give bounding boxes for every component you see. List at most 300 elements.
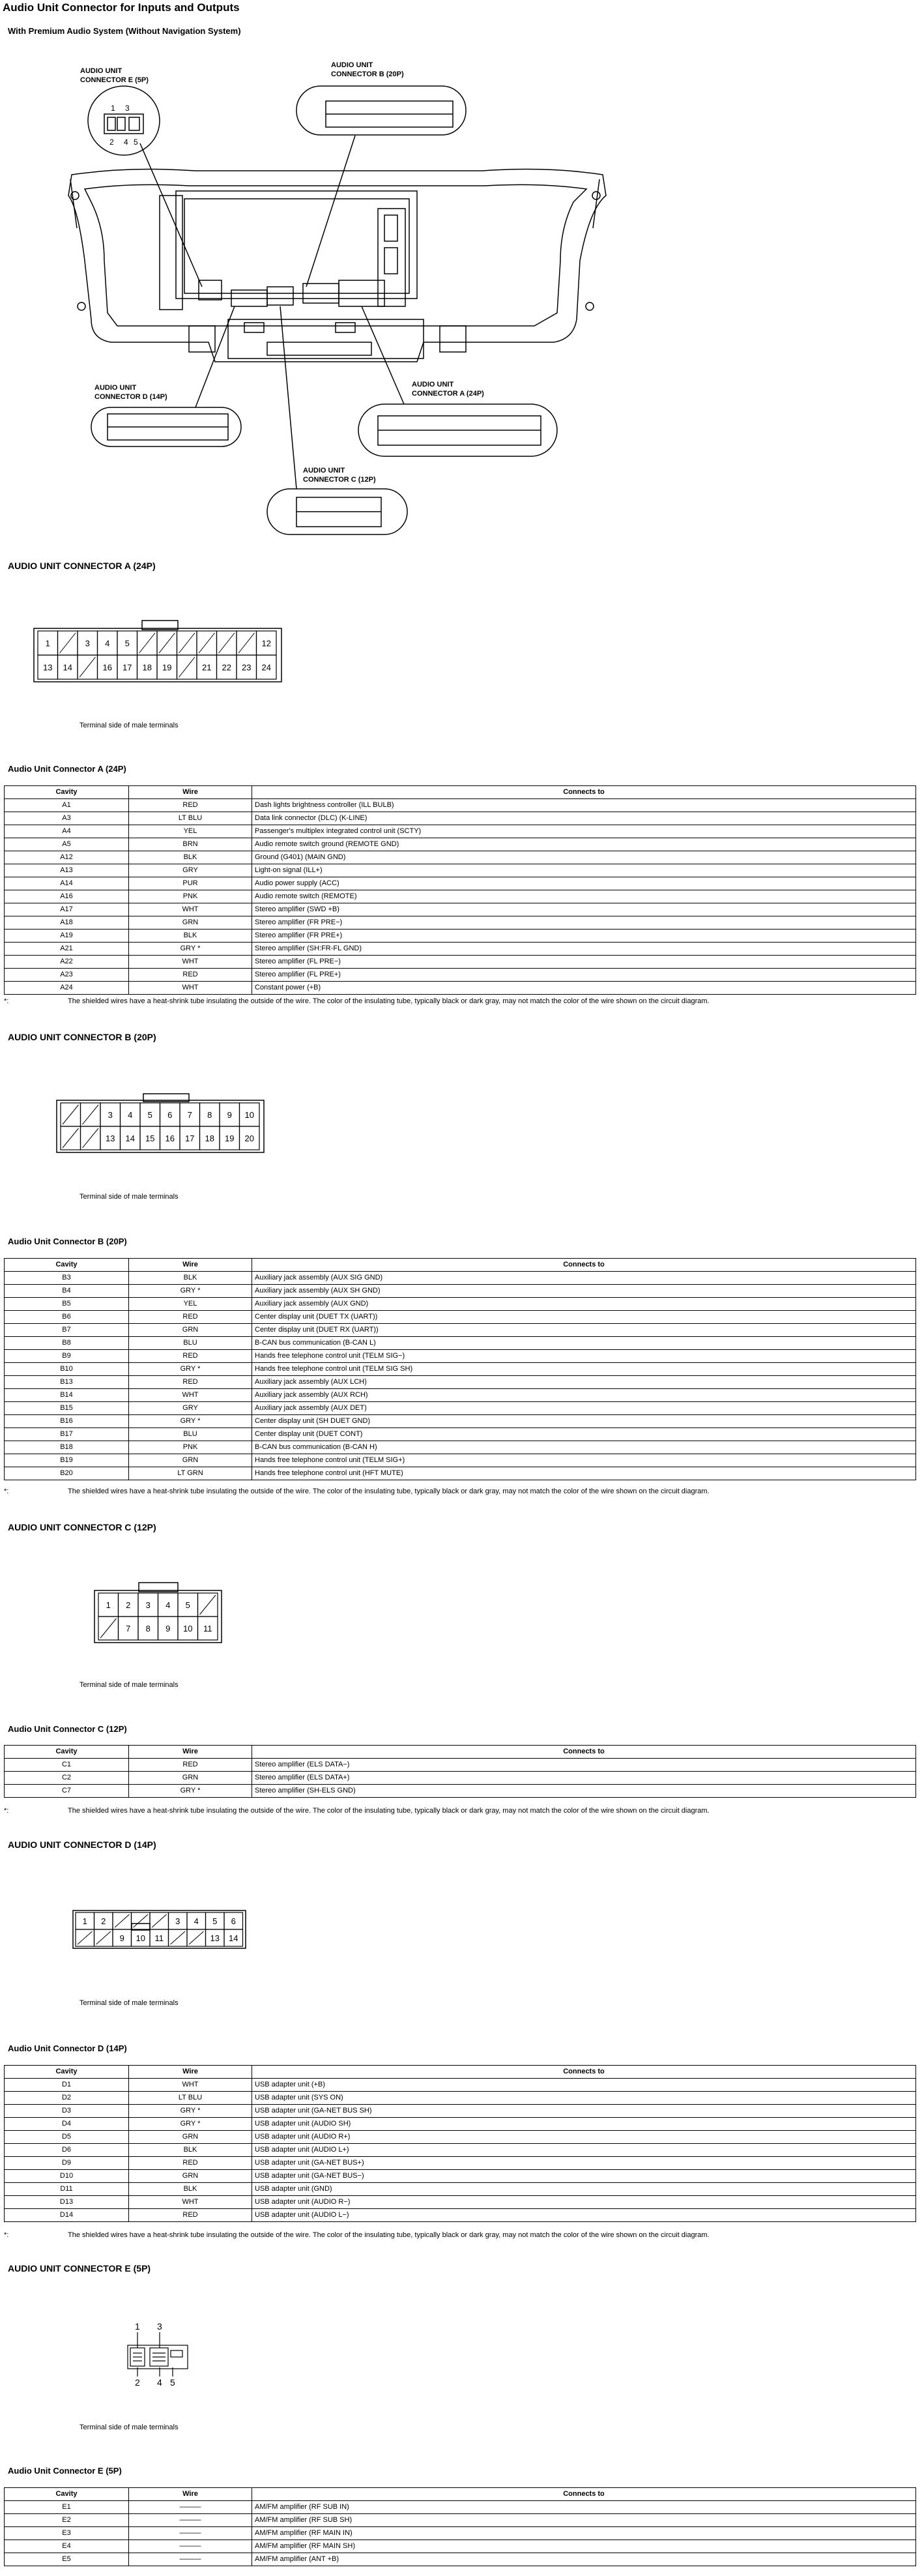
table-row [5,1324,916,1337]
overview-label-d-line1: AUDIO UNIT [94,384,137,392]
cell-cavity: B18 [5,1441,129,1454]
cell-connects-to: Stereo amplifier (SWD +B) [252,903,916,916]
table-row [5,2540,916,2553]
unused-cavity-mark [63,1128,79,1148]
cell-cavity: B4 [5,1285,129,1298]
cell-wire: GRY * [129,2118,252,2131]
cell-wire: GRY * [129,1363,252,1376]
table-row [5,812,916,825]
cell-cavity: D6 [5,2144,129,2157]
cell-connects-to: Auxiliary jack assembly (AUX RCH) [252,1389,916,1402]
table-row [5,2118,916,2131]
overview-label-a-line2: CONNECTOR A (24P) [412,390,484,398]
table-row [5,2183,916,2196]
terminal-number: 4 [128,1110,133,1120]
cell-connects-to: Center display unit (DUET RX (UART)) [252,1324,916,1337]
terminal-number: 17 [122,662,132,673]
cell-connects-to: AM/FM amplifier (RF SUB IN) [252,2501,916,2514]
terminal-number: 1 [45,638,50,649]
unused-cavity-mark [83,1105,99,1124]
table-row [5,2170,916,2183]
terminal-number: 7 [187,1110,192,1120]
table-row [5,1337,916,1350]
cell-cavity: E2 [5,2514,129,2527]
table-row [5,1311,916,1324]
cell-wire: ——— [129,2540,252,2553]
terminal-number: 5 [212,1916,218,1926]
cell-cavity: B13 [5,1376,129,1389]
cell-wire: BLK [129,1272,252,1285]
cell-wire: ——— [129,2527,252,2540]
cell-wire: PNK [129,890,252,903]
cell-cavity: D2 [5,2092,129,2105]
connector-d-diagram-title: AUDIO UNIT CONNECTOR D (14P) [8,1839,156,1850]
table-row [5,982,916,995]
cell-cavity: D9 [5,2157,129,2170]
e-pin-3: 3 [157,2321,162,2332]
cell-cavity: D4 [5,2118,129,2131]
page-title: Audio Unit Connector for Inputs and Outputs [3,1,240,14]
cell-connects-to: USB adapter unit (GA-NET BUS−) [252,2170,916,2183]
cell-connects-to: Auxiliary jack assembly (AUX SIG GND) [252,1272,916,1285]
cell-wire: WHT [129,1389,252,1402]
cell-connects-to: Audio power supply (ACC) [252,877,916,890]
terminal-number: 11 [154,1933,164,1943]
terminal-number: 3 [108,1110,113,1120]
cell-cavity: E3 [5,2527,129,2540]
terminal-number: 16 [165,1134,175,1143]
cell-connects-to: Light-on signal (ILL+) [252,864,916,877]
cell-cavity: B14 [5,1389,129,1402]
note-marker: *: [4,997,9,1005]
table-row [5,2131,916,2144]
cell-cavity: B9 [5,1350,129,1363]
cell-cavity: A12 [5,851,129,864]
cell-wire: BLU [129,1337,252,1350]
table-row [5,929,916,943]
cell-wire: PNK [129,1441,252,1454]
terminal-number: 5 [124,638,130,649]
table-row [5,1285,916,1298]
cell-wire: LT GRN [129,1467,252,1480]
cell-connects-to: USB adapter unit (AUDIO SH) [252,2118,916,2131]
table-row [5,2079,916,2092]
cell-cavity: B5 [5,1298,129,1311]
cell-wire: GRY [129,864,252,877]
cell-connects-to: USB adapter unit (AUDIO L−) [252,2209,916,2222]
cell-cavity: A14 [5,877,129,890]
terminal-number: 14 [229,1933,238,1943]
cell-connects-to: USB adapter unit (AUDIO R+) [252,2131,916,2144]
table-row [5,2196,916,2209]
table-row [5,864,916,877]
cell-wire: BLK [129,851,252,864]
unused-cavity-mark [83,1128,99,1148]
overview-label-a-line1: AUDIO UNIT [412,381,454,388]
terminal-number: 6 [231,1916,236,1926]
connector-a-table [4,785,916,995]
terminal-number: 3 [145,1600,151,1610]
terminal-number: 14 [125,1134,135,1143]
connector-e-table-title: Audio Unit Connector E (5P) [8,2466,122,2476]
header-wire: Wire [129,2066,252,2079]
cell-connects-to: USB adapter unit (SYS ON) [252,2092,916,2105]
cell-wire: GRN [129,1324,252,1337]
connector-d-face-diagram [72,1907,254,1953]
cell-cavity: B8 [5,1337,129,1350]
header-wire: Wire [129,1259,252,1272]
terminal-number: 11 [203,1624,212,1633]
cell-cavity: A16 [5,890,129,903]
connector-d-table-title: Audio Unit Connector D (14P) [8,2043,127,2053]
header-wire: Wire [129,2488,252,2501]
cell-wire: GRN [129,2170,252,2183]
terminal-number: 2 [101,1916,106,1926]
table-row [5,1441,916,1454]
connector-c-table-title: Audio Unit Connector C (12P) [8,1724,127,1734]
cell-connects-to: AM/FM amplifier (RF SUB SH) [252,2514,916,2527]
note-marker: *: [4,1487,9,1495]
cell-cavity: B19 [5,1454,129,1467]
cell-connects-to: Stereo amplifier (SH:FR-FL GND) [252,943,916,956]
terminal-number: 1 [82,1916,87,1926]
cell-wire: YEL [129,825,252,838]
cell-cavity: B20 [5,1467,129,1480]
table-row [5,1454,916,1467]
table-row [5,2553,916,2566]
unused-cavity-mark [139,633,156,653]
note-text: The shielded wires have a heat-shrink tube insulating the outside of the wire. The color of the insulating tube, typically black or dark gray, may not match the color of the wire shown on the circuit diagram. [68,2231,710,2239]
cell-wire: WHT [129,2196,252,2209]
terminal-number: 18 [142,662,152,673]
table-row [5,1428,916,1441]
unused-cavity-mark [78,1931,93,1944]
table-row [5,1402,916,1415]
table-row [5,2157,916,2170]
cell-cavity: B10 [5,1363,129,1376]
terminal-number: 6 [167,1110,173,1120]
cell-connects-to: Hands free telephone control unit (HFT MUTE) [252,1467,916,1480]
table-row [5,1415,916,1428]
cell-wire: ——— [129,2501,252,2514]
cell-cavity: C7 [5,1785,129,1798]
cell-connects-to: Stereo amplifier (SH-ELS GND) [252,1785,916,1798]
connector-a-diagram-title: AUDIO UNIT CONNECTOR A (24P) [8,561,156,571]
cell-connects-to: AM/FM amplifier (ANT +B) [252,2553,916,2566]
cell-cavity: A3 [5,812,129,825]
cell-wire: RED [129,2157,252,2170]
terminal-number: 22 [222,662,231,673]
connector-a-caption: Terminal side of male terminals [79,722,179,729]
cell-wire: PUR [129,877,252,890]
overview-e-pin-3: 3 [125,104,130,113]
connector-d-caption: Terminal side of male terminals [79,1999,179,2007]
terminal-number: 3 [175,1916,180,1926]
cell-cavity: D13 [5,2196,129,2209]
e-pin-2: 2 [135,2377,140,2388]
cell-wire: BLU [129,1428,252,1441]
unused-cavity-mark [159,633,175,653]
terminal-number: 24 [261,662,271,673]
table-row [5,1785,916,1798]
cell-connects-to: Center display unit (DUET CONT) [252,1428,916,1441]
unused-cavity-mark [238,633,255,653]
cell-wire: RED [129,1311,252,1324]
unused-cavity-mark [152,1914,167,1927]
terminal-number: 13 [106,1134,115,1143]
connector-c-table [4,1745,916,1798]
cell-connects-to: B-CAN bus communication (B-CAN H) [252,1441,916,1454]
cell-cavity: B6 [5,1311,129,1324]
overview-label-e-line2: CONNECTOR E (5P) [80,76,149,84]
connector-d-table [4,2065,916,2222]
cell-connects-to: USB adapter unit (GA-NET BUS SH) [252,2105,916,2118]
terminal-number: 4 [194,1916,199,1926]
table-row [5,825,916,838]
note-text: The shielded wires have a heat-shrink tube insulating the outside of the wire. The color of the insulating tube, typically black or dark gray, may not match the color of the wire shown on the circuit diagram. [68,1487,710,1495]
table-row [5,2092,916,2105]
terminal-number: 19 [225,1134,235,1143]
unused-cavity-mark [171,1931,186,1944]
table-row [5,1759,916,1772]
table-row [5,1467,916,1480]
terminal-number: 10 [183,1624,193,1633]
header-wire: Wire [129,1746,252,1759]
terminal-number: 16 [102,662,112,673]
cell-cavity: A18 [5,916,129,929]
cell-connects-to: Center display unit (SH DUET GND) [252,1415,916,1428]
cell-wire: RED [129,799,252,812]
cell-connects-to: Auxiliary jack assembly (AUX DET) [252,1402,916,1415]
table-row [5,1376,916,1389]
cell-cavity: A17 [5,903,129,916]
cell-connects-to: Hands free telephone control unit (TELM SIG SH) [252,1363,916,1376]
cell-connects-to: Auxiliary jack assembly (AUX LCH) [252,1376,916,1389]
overview-label-b-line1: AUDIO UNIT [331,61,373,69]
table-row [5,956,916,969]
overview-e-pin-2: 2 [109,138,114,147]
unused-cavity-mark [179,633,195,653]
overview-label-e-line1: AUDIO UNIT [80,67,122,75]
terminal-number: 13 [43,662,53,673]
table-row [5,2514,916,2527]
terminal-number: 17 [185,1134,195,1143]
unused-cavity-mark [63,1105,79,1124]
table-row [5,1363,916,1376]
cell-wire: GRY * [129,1785,252,1798]
unused-cavity-mark [134,1914,149,1927]
header-connects-to: Connects to [252,786,916,799]
cell-cavity: B3 [5,1272,129,1285]
overview-label-c-line1: AUDIO UNIT [303,467,345,475]
table-row [5,838,916,851]
terminal-number: 8 [145,1624,151,1633]
cell-cavity: D14 [5,2209,129,2222]
terminal-number: 13 [210,1933,220,1943]
cell-connects-to: AM/FM amplifier (RF MAIN IN) [252,2527,916,2540]
unused-cavity-mark [219,633,235,653]
table-row [5,969,916,982]
table-row [5,1772,916,1785]
connector-e-face-diagram [124,2319,195,2391]
cell-wire: RED [129,2209,252,2222]
header-connects-to: Connects to [252,1259,916,1272]
terminal-number: 4 [105,638,110,649]
cell-connects-to: USB adapter unit (GND) [252,2183,916,2196]
terminal-number: 15 [145,1134,155,1143]
terminal-number: 9 [227,1110,232,1120]
cell-cavity: B7 [5,1324,129,1337]
connector-e-table [4,2487,916,2566]
cell-connects-to: Stereo amplifier (FR PRE+) [252,929,916,943]
header-cavity: Cavity [5,1746,129,1759]
cell-connects-to: Stereo amplifier (FL PRE+) [252,969,916,982]
cell-wire: LT BLU [129,812,252,825]
connector-e-diagram-title: AUDIO UNIT CONNECTOR E (5P) [8,2263,151,2274]
cell-connects-to: Auxiliary jack assembly (AUX GND) [252,1298,916,1311]
unused-cavity-mark [199,633,215,653]
cell-wire: GRY [129,1402,252,1415]
cell-connects-to: Hands free telephone control unit (TELM SIG−) [252,1350,916,1363]
unused-cavity-mark [115,1914,130,1927]
header-cavity: Cavity [5,2066,129,2079]
cell-wire: GRN [129,2131,252,2144]
cell-wire: GRY * [129,1285,252,1298]
overview-e-pin-1: 1 [111,104,115,113]
terminal-number: 8 [207,1110,212,1120]
table-row [5,1350,916,1363]
table-row [5,2144,916,2157]
table-row [5,916,916,929]
table-row [5,943,916,956]
e-pin-1: 1 [135,2321,140,2332]
cell-connects-to: Audio remote switch (REMOTE) [252,890,916,903]
cell-connects-to: Hands free telephone control unit (TELM SIG+) [252,1454,916,1467]
note-marker: *: [4,2231,9,2239]
connector-c-caption: Terminal side of male terminals [79,1681,179,1689]
terminal-number: 9 [119,1933,124,1943]
cell-wire: WHT [129,2079,252,2092]
terminal-number: 21 [202,662,212,673]
cell-cavity: C2 [5,1772,129,1785]
table-row [5,2105,916,2118]
cell-cavity: A22 [5,956,129,969]
table-row [5,851,916,864]
overview-e-pin-4: 4 [124,138,128,147]
cell-connects-to: USB adapter unit (AUDIO L+) [252,2144,916,2157]
cell-cavity: A4 [5,825,129,838]
table-row [5,877,916,890]
header-connects-to: Connects to [252,2488,916,2501]
connector-b-table-title: Audio Unit Connector B (20P) [8,1237,127,1246]
table-row [5,1298,916,1311]
connector-c-diagram-title: AUDIO UNIT CONNECTOR C (12P) [8,1522,156,1532]
cell-connects-to: Auxiliary jack assembly (AUX SH GND) [252,1285,916,1298]
cell-wire: WHT [129,956,252,969]
cell-connects-to: Dash lights brightness controller (ILL BULB) [252,799,916,812]
cell-wire: WHT [129,903,252,916]
terminal-number: 2 [126,1600,131,1610]
terminal-number: 9 [166,1624,171,1633]
header-cavity: Cavity [5,786,129,799]
connector-e-caption: Terminal side of male terminals [79,2423,179,2431]
cell-cavity: A23 [5,969,129,982]
cell-connects-to: AM/FM amplifier (RF MAIN SH) [252,2540,916,2553]
table-row [5,1389,916,1402]
e-pin-4: 4 [157,2377,162,2388]
cell-wire: BRN [129,838,252,851]
cell-wire: WHT [129,982,252,995]
connector-b-caption: Terminal side of male terminals [79,1193,179,1201]
cell-connects-to: USB adapter unit (+B) [252,2079,916,2092]
cell-cavity: D1 [5,2079,129,2092]
header-wire: Wire [129,786,252,799]
cell-cavity: E5 [5,2553,129,2566]
cell-wire: ——— [129,2553,252,2566]
cell-wire: GRN [129,916,252,929]
cell-cavity: E1 [5,2501,129,2514]
cell-connects-to: B-CAN bus communication (B-CAN L) [252,1337,916,1350]
table-row [5,1272,916,1285]
cell-connects-to: Center display unit (DUET TX (UART)) [252,1311,916,1324]
cell-connects-to: Stereo amplifier (FL PRE−) [252,956,916,969]
overview-label-c-line2: CONNECTOR C (12P) [303,476,376,484]
table-row [5,2527,916,2540]
cell-cavity: D11 [5,2183,129,2196]
header-connects-to: Connects to [252,1746,916,1759]
connector-a-table-title: Audio Unit Connector A (24P) [8,764,126,774]
cell-wire: RED [129,1376,252,1389]
connector-a-face-diagram [33,619,293,691]
cell-wire: GRY * [129,1415,252,1428]
note-text: The shielded wires have a heat-shrink tube insulating the outside of the wire. The color of the insulating tube, typically black or dark gray, may not match the color of the wire shown on the circuit diagram. [68,1807,710,1815]
cell-cavity: D5 [5,2131,129,2144]
cell-wire: RED [129,1759,252,1772]
table-row [5,799,916,812]
cell-wire: YEL [129,1298,252,1311]
unused-cavity-mark [79,657,96,677]
terminal-number: 10 [136,1933,145,1943]
note-text: The shielded wires have a heat-shrink tube insulating the outside of the wire. The color of the insulating tube, typically black or dark gray, may not match the color of the wire shown on the circuit diagram. [68,997,710,1005]
cell-cavity: A13 [5,864,129,877]
cell-cavity: A21 [5,943,129,956]
cell-connects-to: Audio remote switch ground (REMOTE GND) [252,838,916,851]
cell-connects-to: USB adapter unit (AUDIO R−) [252,2196,916,2209]
connector-c-face-diagram [93,1581,230,1647]
cell-wire: ——— [129,2514,252,2527]
cell-cavity: B15 [5,1402,129,1415]
cell-connects-to: Ground (G401) (MAIN GND) [252,851,916,864]
page-subtitle: With Premium Audio System (Without Navigation System) [8,26,241,36]
cell-connects-to: Stereo amplifier (FR PRE−) [252,916,916,929]
cell-wire: LT BLU [129,2092,252,2105]
terminal-number: 7 [126,1624,131,1633]
cell-wire: GRN [129,1454,252,1467]
terminal-number: 19 [162,662,172,673]
cell-cavity: B16 [5,1415,129,1428]
cell-connects-to: Constant power (+B) [252,982,916,995]
header-connects-to: Connects to [252,2066,916,2079]
cell-cavity: A1 [5,799,129,812]
overview-label-b-line2: CONNECTOR B (20P) [331,70,404,78]
cell-cavity: A5 [5,838,129,851]
terminal-number: 5 [147,1110,152,1120]
cell-cavity: E4 [5,2540,129,2553]
cell-cavity: A19 [5,929,129,943]
unused-cavity-mark [189,1931,204,1944]
unused-cavity-mark [96,1931,111,1944]
cell-wire: RED [129,1350,252,1363]
